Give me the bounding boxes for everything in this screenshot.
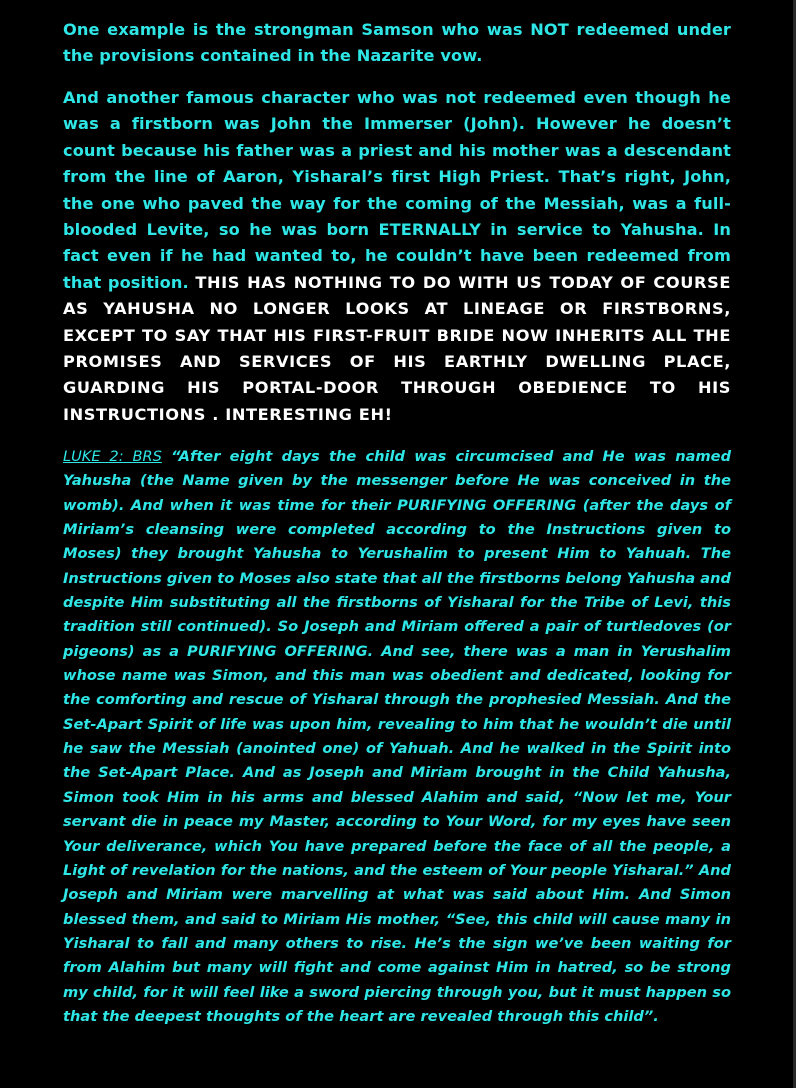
paragraph-samson: One example is the strongman Samson who was NOT redeemed under the provisions contained in the Nazarite vow. [63,20,731,65]
paragraph-john-white-emphasis: THIS HAS NOTHING TO DO WITH US TODAY OF COURSE AS YAHUSHA NO LONGER LOOKS AT LINEAGE OR FIRSTBORNS, EXCEPT TO SAY THAT HIS FIRST-FRUIT BRIDE NOW INHERITS ALL THE PROMISES AND SERVICES OF HIS EARTHLY DWELLING PLACE, GUARDING HIS PORTAL-DOOR THROUGH OBEDIENCE TO HIS INSTRUCTIONS . INTERESTING EH! [63,272,732,424]
scripture-reference-link[interactable]: LUKE 2: BRS [63,448,162,465]
paragraph-john-the-immerser [63,85,731,428]
scripture-passage [63,445,731,1029]
scripture-text: “After eight days the child was circumcised and He was named Yahusha (the Name given by the messenger before He was conceived in the womb). And when it was time for their PURIFYING OFFERING (after the days of Miriam’s cleansing were completed according to the Instructions given to Moses) they brought Yahusha to Yerushalim to present Him to Yahuah. The Instructions given to Moses also state that all the firstborns belong Yahusha and despite Him substituting all the firstborns of Yisharal for the Tribe of Levi, this tradition still continued). So Joseph and Miriam offered a pair of turtledoves (or pigeons) as a PURIFYING OFFERING. And see, there was a man in Yerushalim whose name was Simon, and this man was obedient and dedicated, looking for the comforting and rescue of Yisharal through the prophesied Messiah. And the Set-Apart Spirit of life was upon him, revealing to him that he wouldn’t die until he saw the Messiah (anointed one) of Yahuah. And he walked in the Spirit into the Set-Apart Place. And as Joseph and Miriam brought in the Child Yahusha, Simon took Him in his arms and blessed Alahim and said, “Now let me, Your servant die in peace my Master, according to Your Word, for my eyes have seen Your deliverance, which You have prepared before the face of all the people, a Light of revelation for the nations, and the esteem of Your people Yisharal.” And Joseph and Miriam were marvelling at what was said about Him. And Simon blessed them, and said to Miriam His mother, “See, this child will cause many in Yisharal to fall and many others to rise. He’s the sign we’ve been waiting for from Alahim but many will fight and come against Him in hatred, so be strong my child, for it will feel like a sword piercing through you, but it must happen so that the deepest thoughts of the heart are revealed through this child”. [63,448,732,1025]
paragraph-john-cyan-text: And another famous character who was not redeemed even though he was a firstborn was John the Immerser (John). However he doesn’t count because his father was a priest and his mother was a descendant from the line of Aaron, Yisharal’s first High Priest. That’s right, John, the one who paved the way for the coming of the Messiah, was a full-blooded Levite, so he was born ETERNALLY in service to Yahusha. In fact even if he had wanted to, he couldn’t have been redeemed from that position. [63,88,731,292]
document-page [63,0,731,1088]
